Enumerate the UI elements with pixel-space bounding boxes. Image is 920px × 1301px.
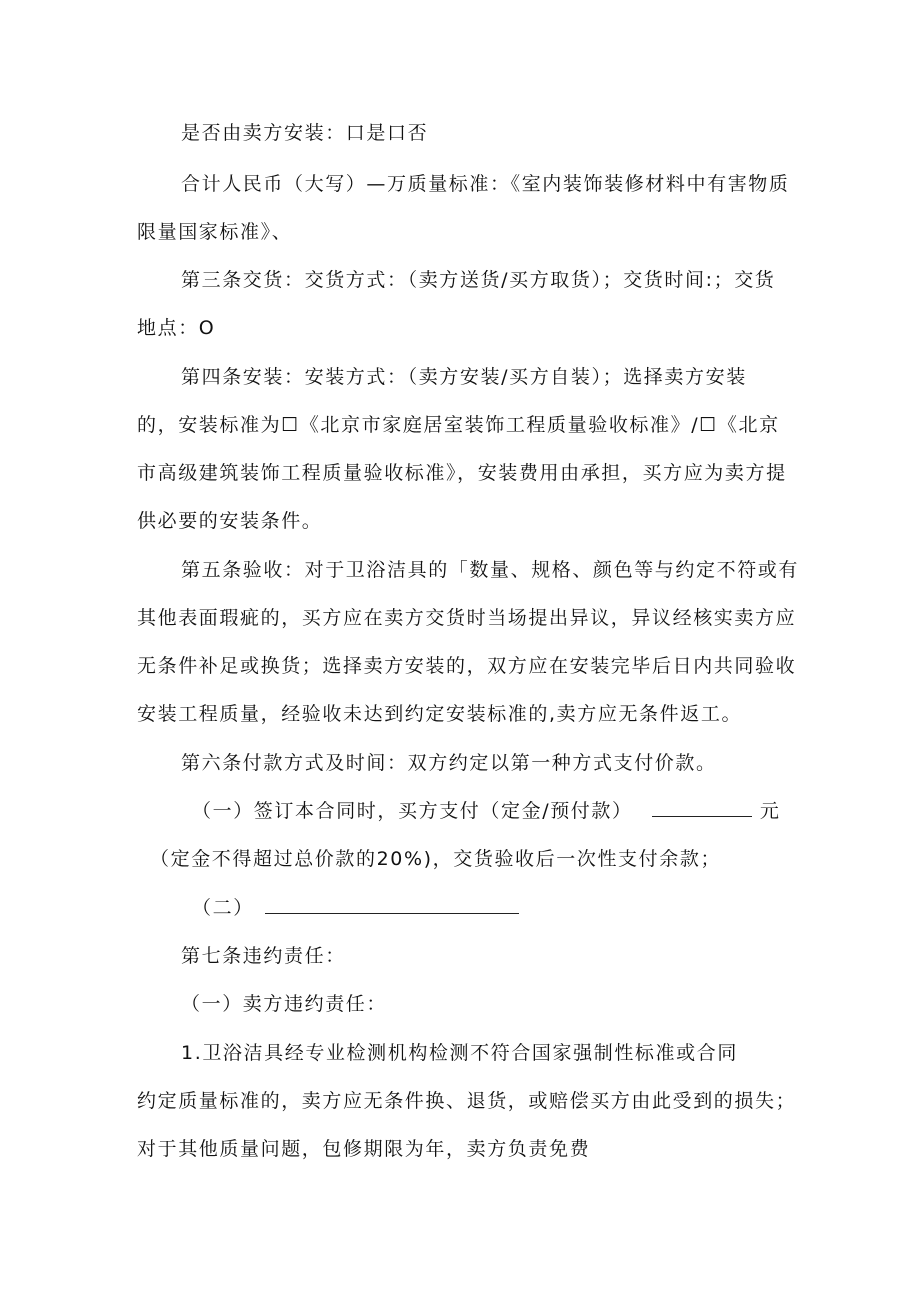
install-conditions-line: 供必要的安装条件。 [137,510,323,532]
deposit-limit-line: （定金不得超过总价款的20%)，交货验收后一次性支付余款； [150,848,722,870]
article-3-delivery-line: 第三条交货：交货方式：（卖方送货/买方取货）；交货时间:；交货 [181,269,776,291]
payment-option-2-text: （二） [192,897,254,919]
payment-option-1-text: （一）签订本合同时，买方支付（定金/预付款） [192,800,633,822]
acceptance-cont-line-2: 无条件补足或换货；选择卖方安装的，双方应在安装完毕后日内共同验收 [137,655,797,677]
payment-option-2-line [192,895,519,921]
total-price-quality-line: 合计人民币（大写）—万质量标准：《室内装饰装修材料中有害物质 [181,173,790,195]
liability-item-1-cont-line: 约定质量标准的，卖方应无条件换、退货，或赔偿买方由此受到的损失； [137,1090,797,1112]
article-5-acceptance-line: 第五条验收：对于卫浴洁具的「数量、规格、颜色等与约定不符或有 [181,559,800,581]
seller-liability-heading: （一）卖方违约责任： [181,993,388,1015]
acceptance-cont-line-1: 其他表面瑕疵的，买方应在卖方交货时当场提出异议，异议经核实卖方应 [137,607,797,629]
install-standard-cont-line: 市高级建筑装饰工程质量验收标准》，安装费用由承担，买方应为卖方提 [137,462,787,484]
install-by-seller-line: 是否由卖方安装：口是口否 [181,122,429,144]
warranty-line: 对于其他质量问题，包修期限为年，卖方负责免费 [137,1138,591,1160]
currency-unit: 元 [759,800,781,822]
article-7-liability-line: 第七条违约责任： [181,945,346,967]
delivery-place-line: 地点：O [137,317,216,339]
acceptance-cont-line-3: 安装工程质量，经验收未达到约定安装标准的,卖方应无条件返工。 [137,703,743,725]
amount-blank [652,798,752,817]
payment-option-2-blank [265,895,519,914]
article-4-install-line: 第四条安装：安装方式：（卖方安装/买方自装）；选择卖方安装 [181,366,747,388]
quality-standard-cont-line: 限量国家标准》、 [137,221,293,243]
install-standard-line: 的，安装标准为☐《北京市家庭居室装饰工程质量验收标准》/☐《北京 [137,414,780,436]
payment-option-1-line [192,798,781,824]
article-6-payment-line: 第六条付款方式及时间：双方约定以第一种方式支付价款。 [181,752,717,774]
liability-item-1-line: 1.卫浴洁具经专业检测机构检测不符合国家强制性标准或合同 [181,1042,738,1064]
